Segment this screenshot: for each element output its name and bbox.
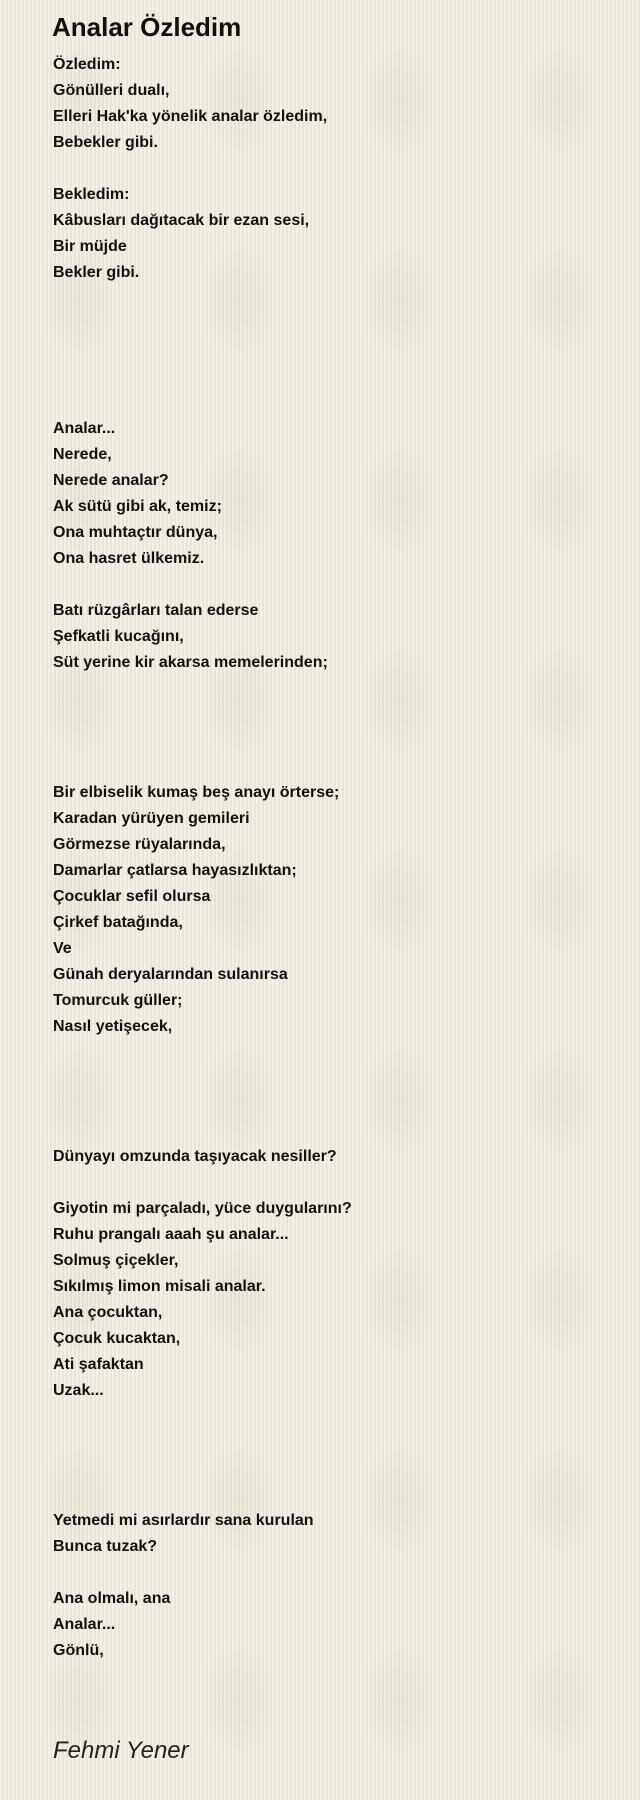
- stanza-gap: [53, 286, 613, 312]
- poem-line: Solmuş çiçekler,: [53, 1252, 179, 1269]
- poem-line: Ona muhtaçtır dünya,: [53, 524, 218, 541]
- stanza-gap: [53, 390, 613, 416]
- poem-line: Ruhu prangalı aaah şu analar...: [53, 1226, 289, 1243]
- stanza-gap: [53, 676, 613, 702]
- stanza-gap: [53, 1040, 613, 1066]
- poem-line: Ati şafaktan: [53, 1356, 144, 1373]
- poem-line: Tomurcuk güller;: [53, 992, 183, 1009]
- poem-line: Ve: [53, 940, 72, 957]
- poem-line: Gönülleri dualı,: [53, 82, 170, 99]
- stanza-gap: [53, 702, 613, 728]
- stanza-gap: [53, 1430, 613, 1456]
- poem-line: Sıkılmış limon misali analar.: [53, 1278, 266, 1295]
- poem-line: Nerede,: [53, 446, 112, 463]
- poem-line: Bekler gibi.: [53, 264, 140, 281]
- poem-line: Analar...: [53, 420, 116, 437]
- poem-line: Şefkatli kucağını,: [53, 628, 184, 645]
- poem-line: Özledim:: [53, 56, 121, 73]
- poem-line: Nerede analar?: [53, 472, 169, 489]
- poem-line: Bekledim:: [53, 186, 130, 203]
- poem-line: Kâbusları dağıtacak bir ezan sesi,: [53, 212, 310, 229]
- poem-line: Bir elbiselik kumaş beş anayı örterse;: [53, 784, 340, 801]
- poem-line: Süt yerine kir akarsa memelerinden;: [53, 654, 328, 671]
- poem-line: Ona hasret ülkemiz.: [53, 550, 205, 567]
- poem-body: [53, 52, 613, 1664]
- poem-author: Fehmi Yener: [53, 1737, 189, 1764]
- stanza-gap: [53, 1170, 613, 1196]
- stanza-gap: [53, 1066, 613, 1092]
- stanza-gap: [53, 1560, 613, 1586]
- poem-line: Elleri Hak'ka yönelik analar özledim,: [53, 108, 328, 125]
- poem-line: Çirkef batağında,: [53, 914, 183, 931]
- stanza-gap: [53, 1456, 613, 1482]
- stanza-gap: [53, 364, 613, 390]
- poem-line: Gönlü,: [53, 1642, 104, 1659]
- poem-line: Ana çocuktan,: [53, 1304, 163, 1321]
- stanza-gap: [53, 1092, 613, 1118]
- poem-line: Ana olmalı, ana: [53, 1590, 171, 1607]
- stanza-gap: [53, 1404, 613, 1430]
- poem-line: Analar...: [53, 1616, 116, 1633]
- poem-line: Damarlar çatlarsa hayasızlıktan;: [53, 862, 297, 879]
- poem-line: Çocuklar sefil olursa: [53, 888, 211, 905]
- poem-line: Çocuk kucaktan,: [53, 1330, 181, 1347]
- poem-line: Batı rüzgârları talan ederse: [53, 602, 259, 619]
- poem-line: Yetmedi mi asırlardır sana kurulan: [53, 1512, 314, 1529]
- poem-line: Nasıl yetişecek,: [53, 1018, 173, 1035]
- poem-line: Uzak...: [53, 1382, 104, 1399]
- poem-line: Karadan yürüyen gemileri: [53, 810, 250, 827]
- poem-line: Giyotin mi parçaladı, yüce duygularını?: [53, 1200, 352, 1217]
- stanza-gap: [53, 156, 613, 182]
- stanza-gap: [53, 312, 613, 338]
- stanza-gap: [53, 572, 613, 598]
- poem-line: Görmezse rüyalarında,: [53, 836, 226, 853]
- stanza-gap: [53, 728, 613, 754]
- stanza-gap: [53, 338, 613, 364]
- poem-line: Bunca tuzak?: [53, 1538, 158, 1555]
- poem-line: Ak sütü gibi ak, temiz;: [53, 498, 222, 515]
- poem-line: Bebekler gibi.: [53, 134, 158, 151]
- stanza-gap: [53, 754, 613, 780]
- poem-line: Dünyayı omzunda taşıyacak nesiller?: [53, 1148, 337, 1165]
- stanza-gap: [53, 1118, 613, 1144]
- poem-line: Bir müjde: [53, 238, 127, 255]
- poem-title: Analar Özledim: [52, 12, 242, 42]
- stanza-gap: [53, 1482, 613, 1508]
- poem-line: Günah deryalarından sulanırsa: [53, 966, 288, 983]
